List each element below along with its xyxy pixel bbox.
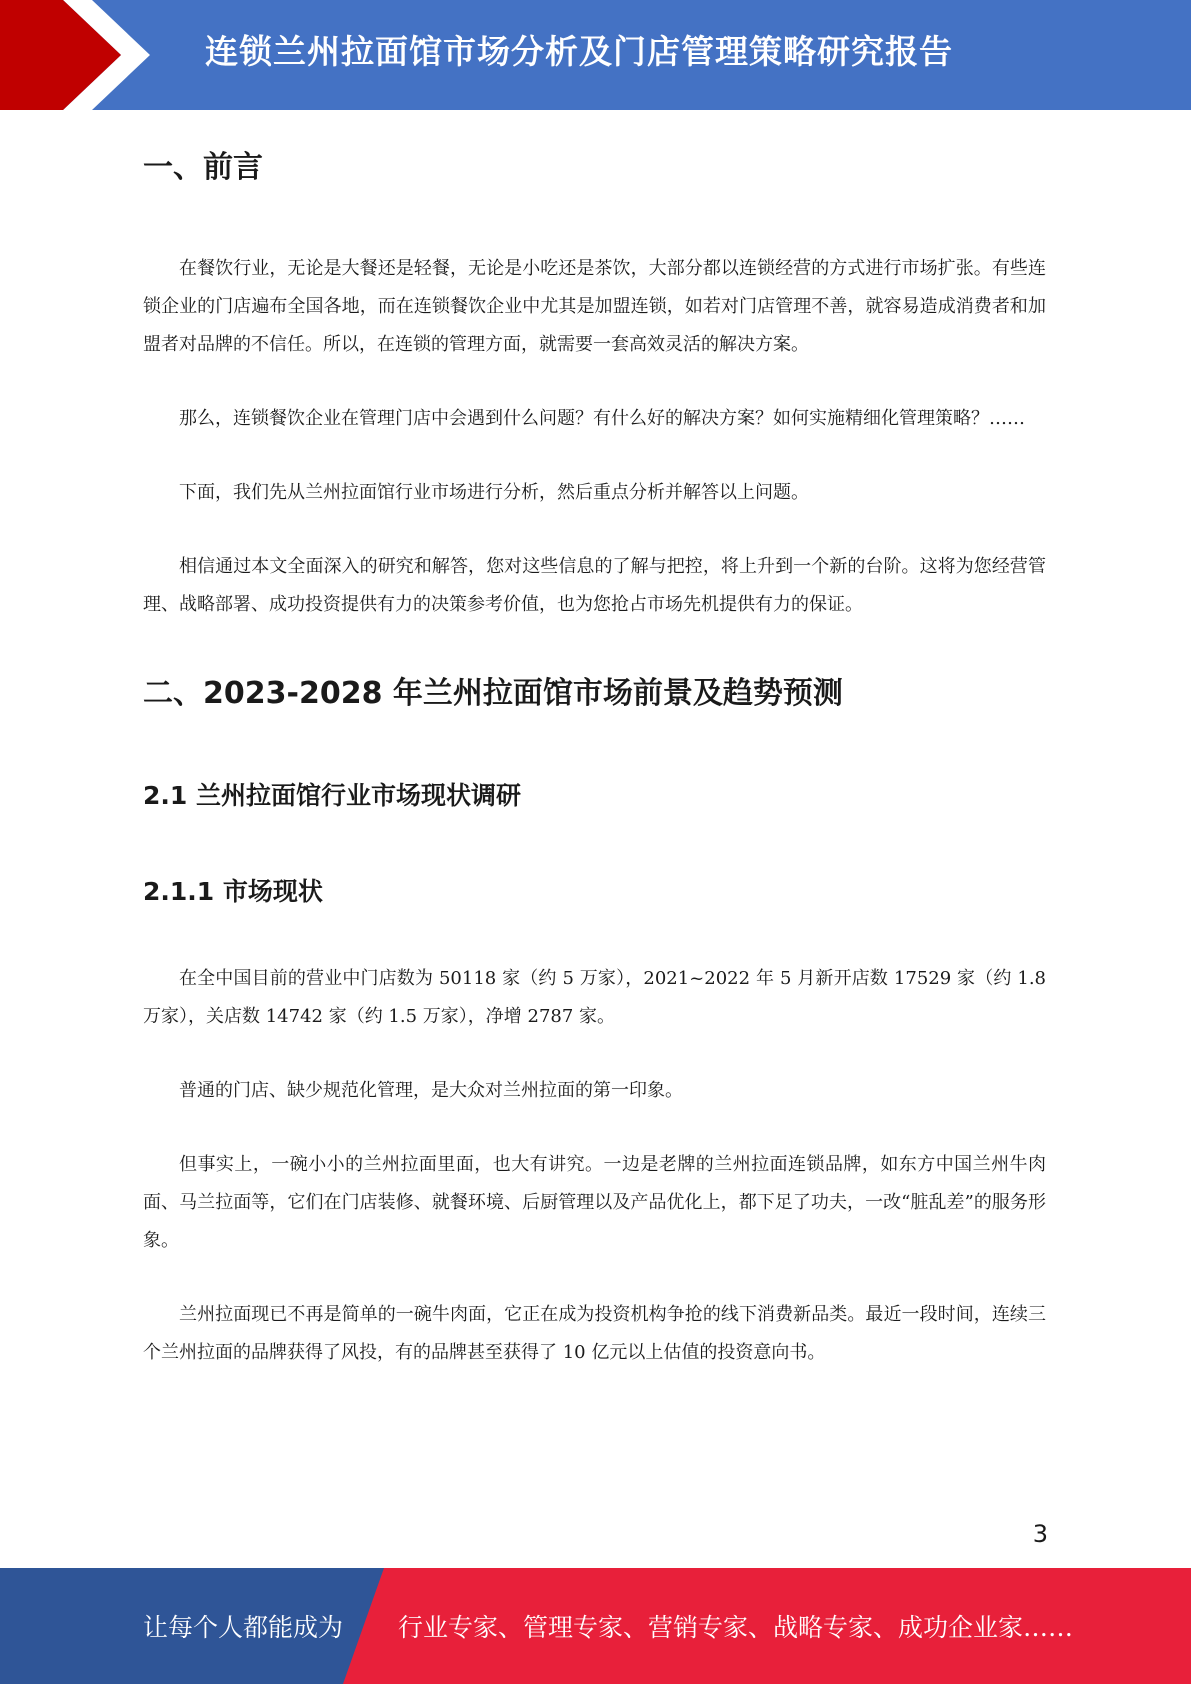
document-title: 连锁兰州拉面馆市场分析及门店管理策略研究报告 bbox=[205, 32, 953, 71]
section-title-forecast: 二、2023-2028 年兰州拉面馆市场前景及趋势预测 bbox=[143, 676, 843, 711]
paragraph: 但事实上，一碗小小的兰州拉面里面，也大有讲究。一边是老牌的兰州拉面连锁品牌，如东方中国兰州牛肉面、马兰拉面等，它们在门店装修、就餐环境、后厨管理以及产品优化上，都下足了功夫，一改“脏乱差”的服务形象。 bbox=[143, 1154, 1046, 1251]
footer-slogan-left: 让每个人都能成为 bbox=[143, 1613, 344, 1642]
paragraph: 相信通过本文全面深入的研究和解答，您对这些信息的了解与把控，将上升到一个新的台阶。这将为您经营管理、战略部署、成功投资提供有力的决策参考价值，也为您抢占市场先机提供有力的保证。 bbox=[143, 556, 1046, 615]
paragraph: 下面，我们先从兰州拉面馆行业市场进行分析，然后重点分析并解答以上问题。 bbox=[179, 482, 809, 503]
paragraph: 那么，连锁餐饮企业在管理门店中会遇到什么问题？有什么好的解决方案？如何实施精细化管理策略？…… bbox=[179, 408, 1025, 429]
header-banner bbox=[0, 0, 1191, 110]
footer-slogan-right: 行业专家、管理专家、营销专家、战略专家、成功企业家…… bbox=[398, 1613, 1074, 1642]
subsection-title-market-research: 2.1 兰州拉面馆行业市场现状调研 bbox=[143, 781, 521, 810]
paragraph: 在全中国目前的营业中门店数为 50118 家（约 5 万家），2021~2022 年 5 月新开店数 17529 家（约 1.8 万家），关店数 14742 家（约 1.5 万家），净增 2787 家。 bbox=[143, 968, 1046, 1027]
section-title-preface: 一、前言 bbox=[143, 150, 263, 185]
subsection-title-market-status: 2.1.1 市场现状 bbox=[143, 877, 323, 906]
paragraph: 普通的门店、缺少规范化管理，是大众对兰州拉面的第一印象。 bbox=[179, 1080, 683, 1101]
footer-banner bbox=[0, 1568, 1191, 1684]
page-number: 3 bbox=[1032, 1520, 1048, 1548]
paragraph: 兰州拉面现已不再是简单的一碗牛肉面，它正在成为投资机构争抢的线下消费新品类。最近一段时间，连续三个兰州拉面的品牌获得了风投，有的品牌甚至获得了 10 亿元以上估值的投资意向书。 bbox=[143, 1304, 1046, 1363]
paragraph: 在餐饮行业，无论是大餐还是轻餐，无论是小吃还是茶饮，大部分都以连锁经营的方式进行市场扩张。有些连锁企业的门店遍布全国各地，而在连锁餐饮企业中尤其是加盟连锁，如若对门店管理不善，就容易造成消费者和加盟者对品牌的不信任。所以，在连锁的管理方面，就需要一套高效灵活的解决方案。 bbox=[143, 258, 1046, 355]
document-body bbox=[143, 130, 1046, 1372]
